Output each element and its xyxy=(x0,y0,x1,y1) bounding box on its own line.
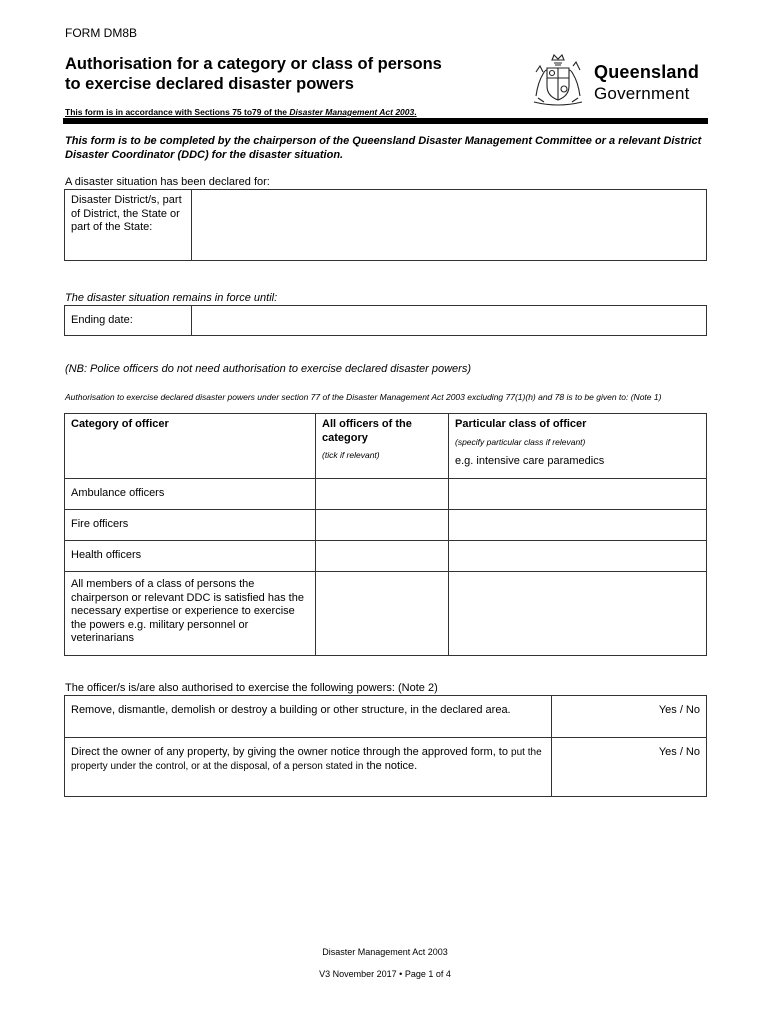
all-officers-header-text: All officers of the category xyxy=(322,418,412,444)
category-cell: Fire officers xyxy=(65,510,316,541)
district-table xyxy=(64,189,707,261)
category-cell: Ambulance officers xyxy=(65,479,316,510)
col-header-particular xyxy=(449,414,707,479)
table-row xyxy=(65,572,707,656)
accordance-prefix: This form is in accordance with Sections 75 to79 of the xyxy=(65,107,290,117)
footer-version: V3 November 2017 • Page 1 of 4 xyxy=(319,969,451,979)
district-label: Disaster District/s, part of District, the State or part of the State: xyxy=(65,190,192,261)
ending-date-input[interactable] xyxy=(192,306,707,336)
particular-class-input[interactable] xyxy=(449,541,707,572)
particular-class-example: e.g. intensive care paramedics xyxy=(455,455,605,467)
declared-for-label: A disaster situation has been declared for: xyxy=(65,176,270,188)
power-text-a: Direct the owner of any property, by giving the owner notice through the approved form, to xyxy=(71,746,512,758)
category-cell: Health officers xyxy=(65,541,316,572)
queensland-crest-icon xyxy=(530,52,586,108)
power-description: Remove, dismantle, demolish or destroy a building or other structure, in the declared area. xyxy=(65,696,552,738)
yes-no-choice[interactable]: Yes / No xyxy=(552,696,707,738)
footer-act: Disaster Management Act 2003 xyxy=(322,947,448,957)
particular-class-input[interactable] xyxy=(449,572,707,656)
police-note: (NB: Police officers do not need authorisation to exercise declared disaster powers) xyxy=(65,363,471,375)
col-header-all xyxy=(316,414,449,479)
power-text-b: put the property under the control, or at the disposal, of a person stated in xyxy=(71,747,542,772)
particular-class-header-text: Particular class of officer xyxy=(455,418,587,430)
powers-label: The officer/s is/are also authorised to exercise the following powers: (Note 2) xyxy=(65,682,438,694)
logo-government-text: Government xyxy=(594,84,690,103)
accordance-suffix: . xyxy=(414,107,417,117)
particular-class-input[interactable] xyxy=(449,479,707,510)
title-line-1: Authorisation for a category or class of persons xyxy=(65,55,442,73)
all-officers-tick-cell[interactable] xyxy=(316,510,449,541)
title-line-2: to exercise declared disaster powers xyxy=(65,75,354,93)
ending-date-label: Ending date: xyxy=(65,306,192,336)
power-description xyxy=(65,738,552,797)
particular-class-input[interactable] xyxy=(449,510,707,541)
authorisation-note: Authorisation to exercise declared disaster powers under section 77 of the Disaster Management Act 2003 excluding 77(1)(h) and 78 is to be given to: (Note 1) xyxy=(65,392,662,402)
all-officers-subtext: (tick if relevant) xyxy=(322,450,380,460)
officers-table xyxy=(64,413,707,656)
form-code: FORM DM8B xyxy=(65,26,137,40)
yes-no-choice[interactable]: Yes / No xyxy=(552,738,707,797)
page-title xyxy=(65,54,515,94)
table-row xyxy=(65,510,707,541)
act-name: Disaster Management Act 2003 xyxy=(289,107,415,117)
ending-date-table xyxy=(64,305,707,336)
table-row xyxy=(65,479,707,510)
header-divider xyxy=(63,118,708,124)
particular-class-subtext: (specify particular class if relevant) xyxy=(455,436,586,447)
table-row xyxy=(65,738,707,797)
logo-queensland-text: Queensland xyxy=(594,62,700,82)
queensland-government-logo xyxy=(530,52,705,110)
powers-table xyxy=(64,695,707,797)
all-officers-tick-cell[interactable] xyxy=(316,479,449,510)
all-officers-tick-cell[interactable] xyxy=(316,572,449,656)
power-text-c: the notice. xyxy=(363,759,418,772)
district-input[interactable] xyxy=(192,190,707,261)
legislation-reference xyxy=(65,107,417,117)
all-officers-tick-cell[interactable] xyxy=(316,541,449,572)
table-row xyxy=(65,696,707,738)
category-cell: All members of a class of persons the chairperson or relevant DDC is satisfied has the necessary expertise or experience to exercise the powers e.g. military personnel or veterinarians xyxy=(65,572,316,656)
category-header-text: Category of officer xyxy=(71,418,169,430)
in-force-label: The disaster situation remains in force until: xyxy=(65,292,278,304)
col-header-category xyxy=(65,414,316,479)
form-instructions: This form is to be completed by the chairperson of the Queensland Disaster Management Committee or a relevant District Disaster Coordinator (DDC) for the disaster situation. xyxy=(65,135,702,161)
table-row xyxy=(65,541,707,572)
